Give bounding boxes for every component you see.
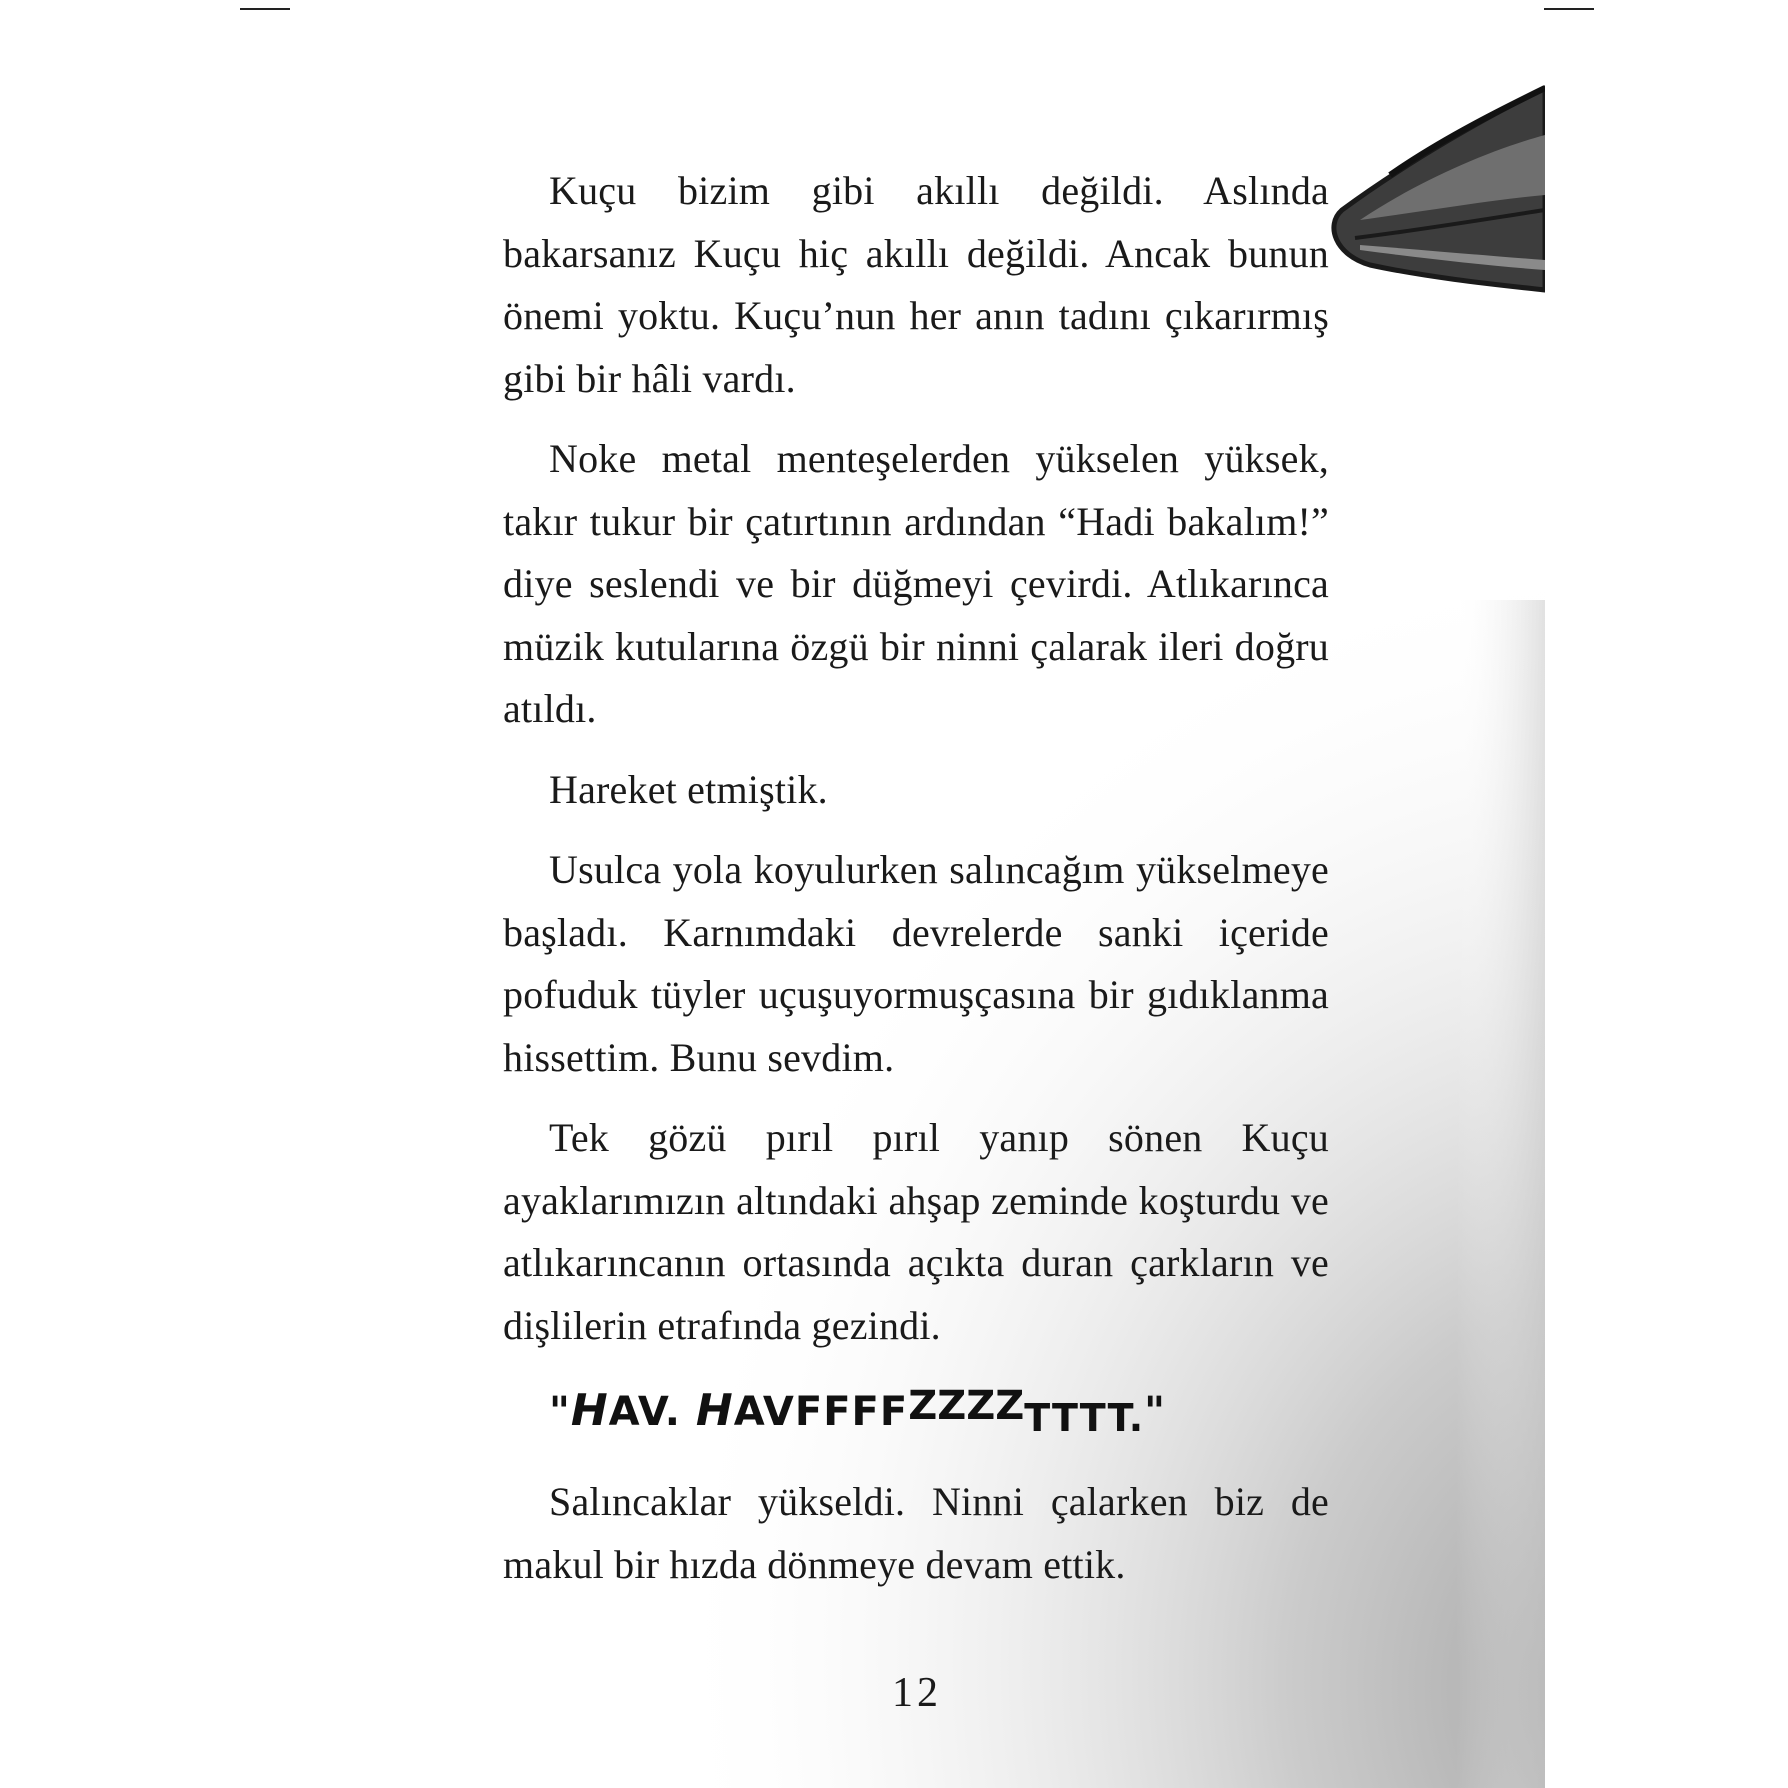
sfx-h2: H [695,1385,734,1436]
sfx-open-quote: " [549,1389,571,1435]
page-number: 12 [892,1670,942,1716]
dark-pointed-shape-illustration [1330,80,1545,300]
sfx-zzzz: ZZZZ [908,1383,1025,1429]
crop-mark-top-right [1544,8,1594,10]
sound-effect-text [549,1375,1329,1449]
sfx-tttt: TTTT. [1024,1396,1145,1440]
sfx-av: AV. [608,1389,681,1435]
sfx-close-quote: " [1144,1389,1167,1435]
paragraph-5: Tek gözü pırıl pırıl yanıp sönen Kuçu ayaklarımızın altındaki ahşap zeminde koşturdu ve atlıkarıncanın ortasında açıkta duran çarkların ve dişlilerin etrafında gezindi. [503,1115,1329,1348]
paragraph-4: Usulca yola koyulurken salıncağım yükselmeye başladı. Karnımdaki devrelerde sanki içeride pofuduk tüyler uçuşuyormuşçasına bir gıdıklanma hissettim. Bunu sevdim. [503,847,1329,1080]
paragraph-2: Noke metal menteşelerden yükselen yüksek, takır tukur bir çatırtının ardından “Hadi bakalım!” diye seslendi ve bir düğmeyi çevirdi. Atlıkarınca müzik kutularına özgü bir ninni çalarak ileri doğru atıldı. [503,436,1329,731]
sfx-h1: H [570,1385,609,1436]
body-text [503,160,1329,1614]
paragraph-1: Kuçu bizim gibi akıllı değildi. Aslında bakarsanız Kuçu hiç akıllı değildi. Ancak bunun önemi yoktu. Kuçu’nun her anın tadını çıkarırmış gibi bir hâli vardı. [503,168,1329,401]
paragraph-3: Hareket etmiştik. [549,766,828,812]
paragraph-6: Salıncaklar yükseldi. Ninni çalarken biz de makul bir hızda dönmeye devam ettik. [503,1479,1329,1587]
sfx-avffff: AVFFFF [733,1389,909,1435]
